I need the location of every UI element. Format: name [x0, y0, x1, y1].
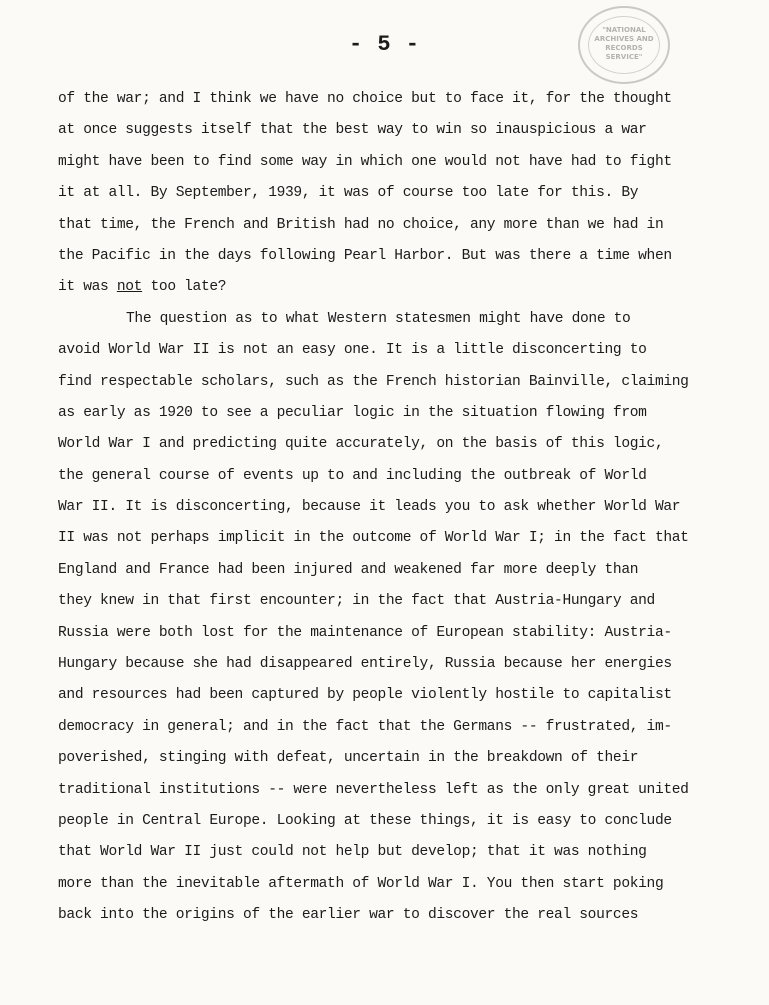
- text-line: avoid World War II is not an easy one. It is a little disconcerting to: [58, 342, 647, 359]
- text-line: Russia were both lost for the maintenance of European stability: Austria-: [58, 624, 672, 641]
- text-line: II was not perhaps implicit in the outcome of World War I; in the fact that: [58, 530, 689, 547]
- text-line: World War I and predicting quite accurately, on the basis of this logic,: [58, 436, 664, 453]
- text-line: that time, the French and British had no choice, any more than we had in: [58, 216, 664, 233]
- text-line: the general course of events up to and including the outbreak of World: [58, 467, 647, 484]
- text-line: The question as to what Western statesmen might have done to: [126, 310, 631, 327]
- paragraph-2: [58, 304, 728, 932]
- text-line: back into the origins of the earlier war to discover the real sources: [58, 907, 639, 924]
- text-line: as early as 1920 to see a peculiar logic in the situation flowing from: [58, 404, 647, 421]
- text-line: England and France had been injured and weakened far more deeply than: [58, 561, 639, 578]
- text-line: that World War II just could not help but develop; that it was nothing: [58, 844, 647, 861]
- text-line: might have been to find some way in which one would not have had to fight: [58, 153, 672, 170]
- text-line: War II. It is disconcerting, because it leads you to ask whether World War: [58, 499, 681, 516]
- text-line: poverished, stinging with defeat, uncertain in the breakdown of their: [58, 750, 639, 767]
- document-body: [58, 84, 728, 932]
- text-line: it at all. By September, 1939, it was of course too late for this. By: [58, 185, 639, 202]
- text-line: Hungary because she had disappeared entirely, Russia because her energies: [58, 656, 672, 673]
- archive-stamp-text: "NATIONAL ARCHIVES AND RECORDS SERVICE": [594, 26, 654, 61]
- text-line: the Pacific in the days following Pearl Harbor. But was there a time when: [58, 247, 672, 264]
- page-number: - 5 -: [348, 32, 420, 57]
- text-line: democracy in general; and in the fact that the Germans -- frustrated, im-: [58, 718, 672, 735]
- text-line: it was not too late?: [58, 279, 227, 296]
- paragraph-1: [58, 84, 728, 304]
- text-line: and resources had been captured by people violently hostile to capitalist: [58, 687, 672, 704]
- text-line: of the war; and I think we have no choice but to face it, for the thought: [58, 91, 672, 107]
- text-line: more than the inevitable aftermath of World War I. You then start poking: [58, 875, 664, 892]
- text-line: people in Central Europe. Looking at these things, it is easy to conclude: [58, 812, 672, 829]
- text-line: find respectable scholars, such as the French historian Bainville, claiming: [58, 373, 689, 390]
- text-line: traditional institutions -- were nevertheless left as the only great united: [58, 781, 689, 798]
- underlined-word: not: [116, 279, 143, 296]
- text-line: they knew in that first encounter; in the fact that Austria-Hungary and: [58, 593, 655, 610]
- text-line: at once suggests itself that the best way to win so inauspicious a war: [58, 122, 647, 139]
